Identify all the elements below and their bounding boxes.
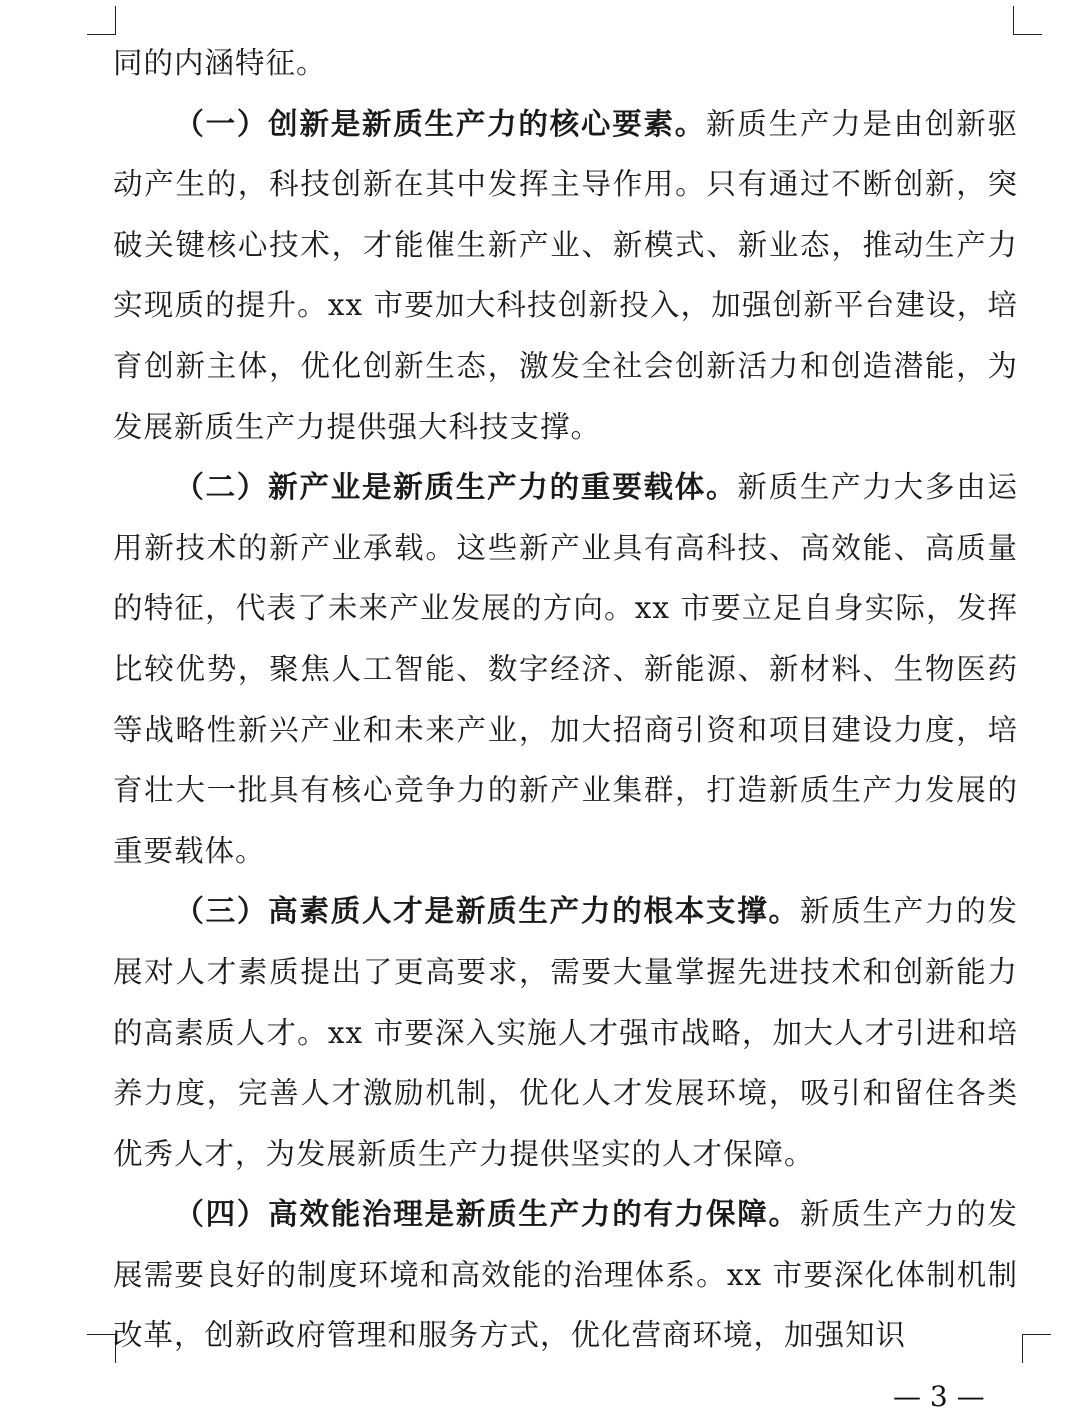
continuation-paragraph: 同的内涵特征。 — [113, 46, 327, 80]
crop-mark-bottom-right — [1022, 1334, 1051, 1363]
section-4-body: 新质生产力的发展需要良好的制度环境和高效能的治理体系。xx 市要深化体制机制改革，创新政府管理和服务方式，优化营商环境，加强知识 — [113, 1197, 1018, 1353]
document-body — [113, 33, 1018, 1366]
page-number: — 3 — — [893, 1380, 985, 1413]
crop-mark-top-right — [1013, 6, 1042, 35]
section-2-paragraph — [113, 457, 1018, 881]
section-3-heading: （三）高素质人才是新质生产力的根本支撑。 — [174, 893, 800, 929]
section-1-body: 新质生产力是由创新驱动产生的，科技创新在其中发挥主导作用。只有通过不断创新，突破关键核心技术，才能催生新产业、新模式、新业态，推动生产力实现质的提升。xx 市要加大科技创新投入，加强创新平台建设，培育创新主体，优化创新生态，激发全社会创新活力和创造潜能，为发展新质生产力提供强大科技支撑。 — [113, 106, 1018, 444]
section-1-heading: （一）创新是新质生产力的核心要素。 — [174, 105, 707, 141]
section-1-paragraph — [113, 94, 1018, 458]
section-2-body: 新质生产力大多由运用新技术的新产业承载。这些新产业具有高科技、高效能、高质量的特征，代表了未来产业发展的方向。xx 市要立足自身实际，发挥比较优势，聚焦人工智能、数字经济、新能源、新材料、生物医药等战略性新兴产业和未来产业，加大招商引资和项目建设力度，培育壮大一批具有核心竞争力的新产业集群，打造新质生产力发展的重要载体。 — [113, 470, 1018, 868]
section-4-paragraph — [113, 1184, 1018, 1366]
crop-mark-bottom-left — [87, 1334, 116, 1363]
crop-mark-top-left — [87, 6, 116, 35]
section-3-paragraph — [113, 881, 1018, 1184]
section-2-heading: （二）新产业是新质生产力的重要载体。 — [174, 469, 738, 505]
section-3-body: 新质生产力的发展对人才素质提出了更高要求，需要大量掌握先进技术和创新能力的高素质人才。xx 市要深入实施人才强市战略，加大人才引进和培养力度，完善人才激励机制，优化人才发展环境，吸引和留住各类优秀人才，为发展新质生产力提供坚实的人才保障。 — [113, 894, 1018, 1171]
section-4-heading: （四）高效能治理是新质生产力的有力保障。 — [174, 1196, 800, 1232]
